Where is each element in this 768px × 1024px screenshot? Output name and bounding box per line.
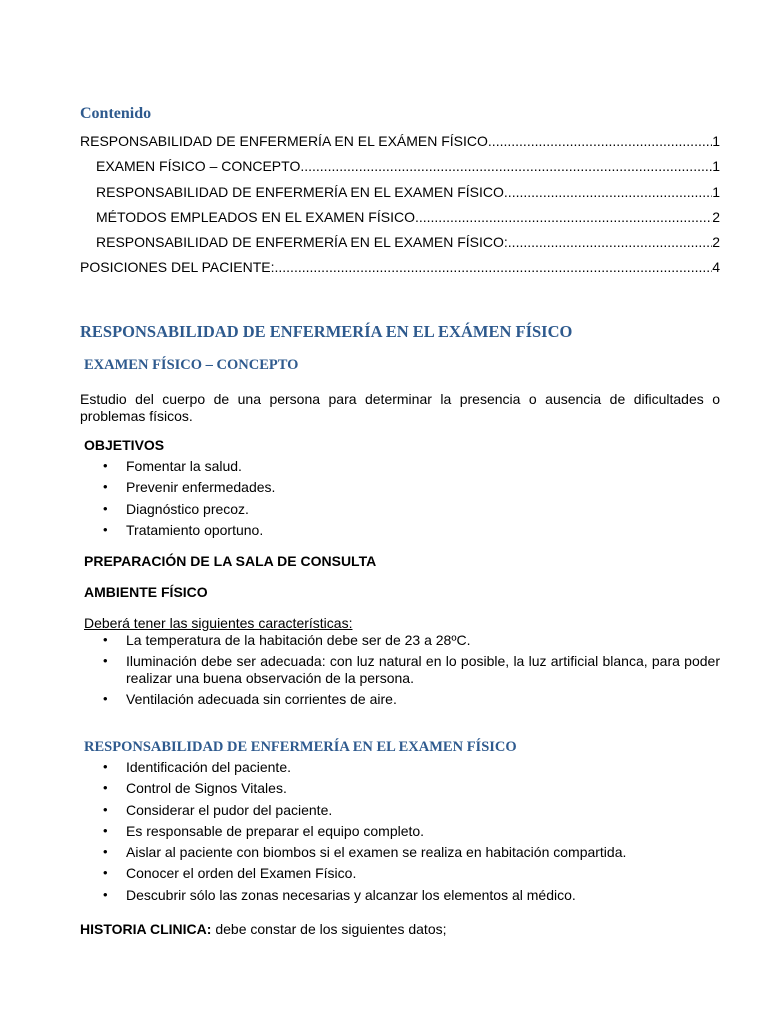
bullet-icon: •: [103, 500, 108, 516]
bullet-icon: •: [103, 780, 108, 796]
toc-entry[interactable]: RESPONSABILIDAD DE ENFERMERÍA EN EL EXAMEN FÍSICO ..... 1: [80, 175, 720, 200]
bullet-icon: •: [103, 632, 108, 647]
bullet-icon: •: [103, 865, 108, 881]
bullet-icon: •: [103, 691, 108, 707]
history-line: [80, 920, 447, 938]
list-item: • Fomentar la salud.: [103, 458, 242, 474]
list-item: • Aislar al paciente con biombos si el examen se realiza en habitación compartida.: [103, 844, 627, 861]
history-text: debe constar de los siguientes datos;: [211, 921, 447, 937]
bullet-icon: •: [103, 479, 108, 495]
list-item: • La temperatura de la habitación debe ser de 23 a 28ºC.: [103, 632, 471, 648]
preparation-title: PREPARACIÓN DE LA SALA DE CONSULTA: [84, 553, 377, 569]
ambient-title: AMBIENTE FÍSICO: [84, 584, 208, 600]
list-item: • Considerar el pudor del paciente.: [103, 801, 333, 818]
list-item: • Prevenir enfermedades.: [103, 479, 276, 496]
bullet-icon: •: [103, 458, 108, 473]
table-of-contents: [80, 125, 720, 276]
list-item: • Iluminación debe ser adecuada: con luz natural en lo posible, la luz artificial blanca, para poder realizar una buena observación de la persona.: [103, 653, 720, 686]
list-item: • Identificación del paciente.: [103, 759, 291, 775]
section-heading: RESPONSABILIDAD DE ENFERMERÍA EN EL EXÁMEN FÍSICO: [80, 322, 573, 341]
toc-title: Contenido: [80, 105, 152, 122]
toc-entry[interactable]: RESPONSABILIDAD DE ENFERMERÍA EN EL EXÁMEN FÍSICO ..... 1: [80, 125, 720, 150]
subsection-heading: EXAMEN FÍSICO – CONCEPTO: [84, 357, 299, 373]
list-item: • Tratamiento oportuno.: [103, 521, 264, 538]
bullet-icon: •: [103, 822, 108, 838]
concept-paragraph: Estudio del cuerpo de una persona para determinar la presencia o ausencia de dificultades o problemas físicos.: [80, 391, 720, 424]
list-item: • Conocer el orden del Examen Físico.: [103, 865, 357, 882]
toc-entry[interactable]: MÉTODOS EMPLEADOS EN EL EXAMEN FÍSICO ..... 2: [80, 201, 720, 226]
list-item: • Ventilación adecuada sin corrientes de aire.: [103, 691, 397, 708]
list-item: • Control de Signos Vitales.: [103, 780, 287, 797]
bullet-icon: •: [103, 801, 108, 817]
bullet-icon: •: [103, 844, 108, 860]
bullet-icon: •: [103, 759, 108, 774]
ambient-intro: Deberá tener las siguientes características:: [84, 615, 353, 631]
toc-entry[interactable]: EXAMEN FÍSICO – CONCEPTO ..... 1: [80, 150, 720, 175]
bullet-icon: •: [103, 653, 108, 669]
objectives-title: OBJETIVOS: [84, 437, 165, 453]
list-item: • Descubrir sólo las zonas necesarias y alcanzar los elementos al médico.: [103, 886, 576, 903]
list-item: • Es responsable de preparar el equipo completo.: [103, 822, 425, 839]
bullet-icon: •: [103, 886, 108, 902]
objectives-list: [100, 458, 720, 543]
toc-entry[interactable]: RESPONSABILIDAD DE ENFERMERÍA EN EL EXAMEN FÍSICO: ..... 2: [80, 226, 720, 251]
ambient-list: [100, 632, 720, 712]
list-item: • Diagnóstico precoz.: [103, 500, 249, 517]
toc-entry[interactable]: POSICIONES DEL PACIENTE: ..... 4: [80, 251, 720, 276]
history-label: HISTORIA CLINICA:: [80, 921, 212, 937]
bullet-icon: •: [103, 521, 108, 537]
responsibility-list: [100, 759, 720, 908]
subsection-heading: RESPONSABILIDAD DE ENFERMERÍA EN EL EXAMEN FÍSICO: [84, 739, 517, 755]
